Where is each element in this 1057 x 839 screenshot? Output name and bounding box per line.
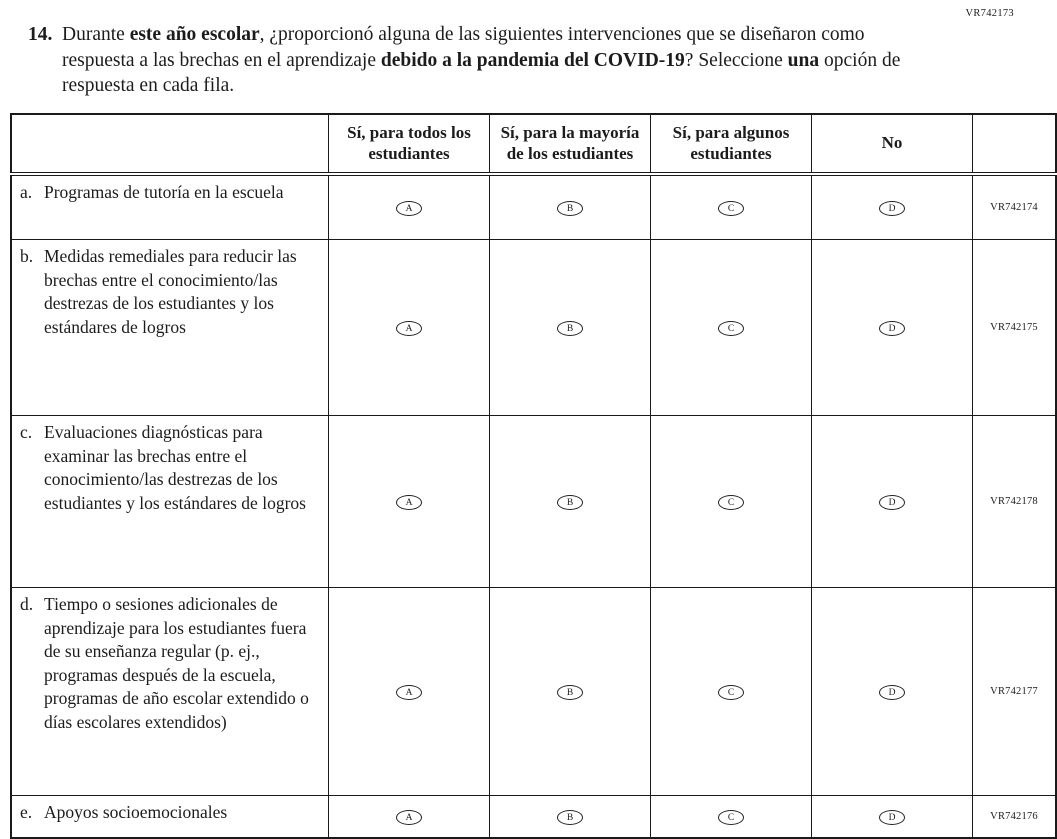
table-row (11, 587, 1056, 795)
answer-bubble-c[interactable]: C (718, 201, 744, 216)
option-cell (490, 587, 651, 795)
table-row (11, 174, 1056, 240)
header-blank (11, 114, 329, 174)
option-cell (490, 415, 651, 587)
row-letter: e. (20, 801, 33, 822)
answer-bubble-d[interactable]: D (879, 321, 905, 336)
row-letter: d. (20, 593, 34, 614)
question-text-part: , ¿proporcionó alguna de las siguientes intervenciones que se diseñaron como respuesta a las brechas en el aprendizaje (62, 24, 865, 71)
item-code: VR742175 (973, 239, 1057, 415)
option-cell (329, 795, 490, 838)
row-label (11, 587, 329, 795)
answer-bubble-a[interactable]: A (396, 685, 422, 700)
answer-bubble-d[interactable]: D (879, 685, 905, 700)
item-code: VR742178 (973, 415, 1057, 587)
option-cell (490, 174, 651, 240)
option-cell (651, 174, 812, 240)
row-label (11, 239, 329, 415)
answer-bubble-c[interactable]: C (718, 810, 744, 825)
row-text: Programas de tutoría en la escuela (44, 181, 284, 202)
answer-bubble-b[interactable]: B (557, 495, 583, 510)
question-text-part: opción de respuesta en cada fila. (62, 49, 901, 97)
option-cell (651, 415, 812, 587)
answer-bubble-c[interactable]: C (718, 495, 744, 510)
option-cell (329, 239, 490, 415)
question-text-bold: debido a la pandemia del COVID-19 (380, 49, 685, 71)
column-header-most-students: Sí, para la mayoría de los estudiantes (490, 114, 651, 174)
option-cell (490, 795, 651, 838)
option-cell (329, 174, 490, 240)
option-cell (812, 239, 973, 415)
row-text: Tiempo o sesiones adicionales de aprendizaje para los estudiantes fuera de su enseñanza regular (p. ej., programas después de la escuela, programas de año escolar extendido o días escolares extendidos) (44, 593, 309, 733)
row-letter: b. (20, 245, 34, 266)
row-label (11, 174, 329, 240)
option-cell (651, 587, 812, 795)
form-code: VR742173 (965, 8, 1014, 19)
row-letter: c. (20, 421, 33, 442)
answer-bubble-d[interactable]: D (879, 495, 905, 510)
question-text-part: Durante (62, 24, 130, 45)
answer-bubble-b[interactable]: B (557, 321, 583, 336)
question-text-part: ? Seleccione (684, 49, 788, 71)
option-cell (812, 415, 973, 587)
table-row (11, 239, 1056, 415)
row-text: Evaluaciones diagnósticas para examinar las brechas entre el conocimiento/las destrezas de los estudiantes y los estándares de logros (44, 421, 306, 513)
option-cell (329, 415, 490, 587)
item-code: VR742177 (973, 587, 1057, 795)
column-header-no: No (812, 114, 973, 174)
question-text-bold: una (787, 49, 820, 71)
question-text (62, 22, 918, 99)
header-code-blank (973, 114, 1057, 174)
answer-bubble-c[interactable]: C (718, 685, 744, 700)
option-cell (651, 239, 812, 415)
table-row (11, 795, 1056, 838)
option-cell (329, 587, 490, 795)
header-row (11, 114, 1056, 174)
item-code: VR742174 (973, 174, 1057, 240)
option-cell (812, 587, 973, 795)
option-cell (490, 239, 651, 415)
answer-bubble-a[interactable]: A (396, 810, 422, 825)
row-text: Apoyos socioemocionales (44, 801, 228, 822)
option-cell (651, 795, 812, 838)
answer-bubble-d[interactable]: D (879, 201, 905, 216)
answer-bubble-a[interactable]: A (396, 495, 422, 510)
question-14 (28, 22, 918, 99)
answer-bubble-d[interactable]: D (879, 810, 905, 825)
column-header-all-students: Sí, para todos los estudiantes (329, 114, 490, 174)
item-code: VR742176 (973, 795, 1057, 838)
answer-bubble-b[interactable]: B (557, 810, 583, 825)
answer-bubble-b[interactable]: B (557, 201, 583, 216)
row-text: Medidas remediales para reducir las brechas entre el conocimiento/las destrezas de los estudiantes y los estándares de logros (44, 245, 297, 337)
row-label (11, 415, 329, 587)
question-number: 14. (28, 24, 53, 45)
answer-bubble-b[interactable]: B (557, 685, 583, 700)
answer-bubble-c[interactable]: C (718, 321, 744, 336)
column-header-some-students: Sí, para algunos estudiantes (651, 114, 812, 174)
question-text-bold: este año escolar (129, 24, 260, 45)
answer-bubble-a[interactable]: A (396, 201, 422, 216)
response-table (10, 113, 1057, 839)
table-row (11, 415, 1056, 587)
row-label (11, 795, 329, 838)
answer-bubble-a[interactable]: A (396, 321, 422, 336)
row-letter: a. (20, 181, 33, 202)
option-cell (812, 795, 973, 838)
option-cell (812, 174, 973, 240)
